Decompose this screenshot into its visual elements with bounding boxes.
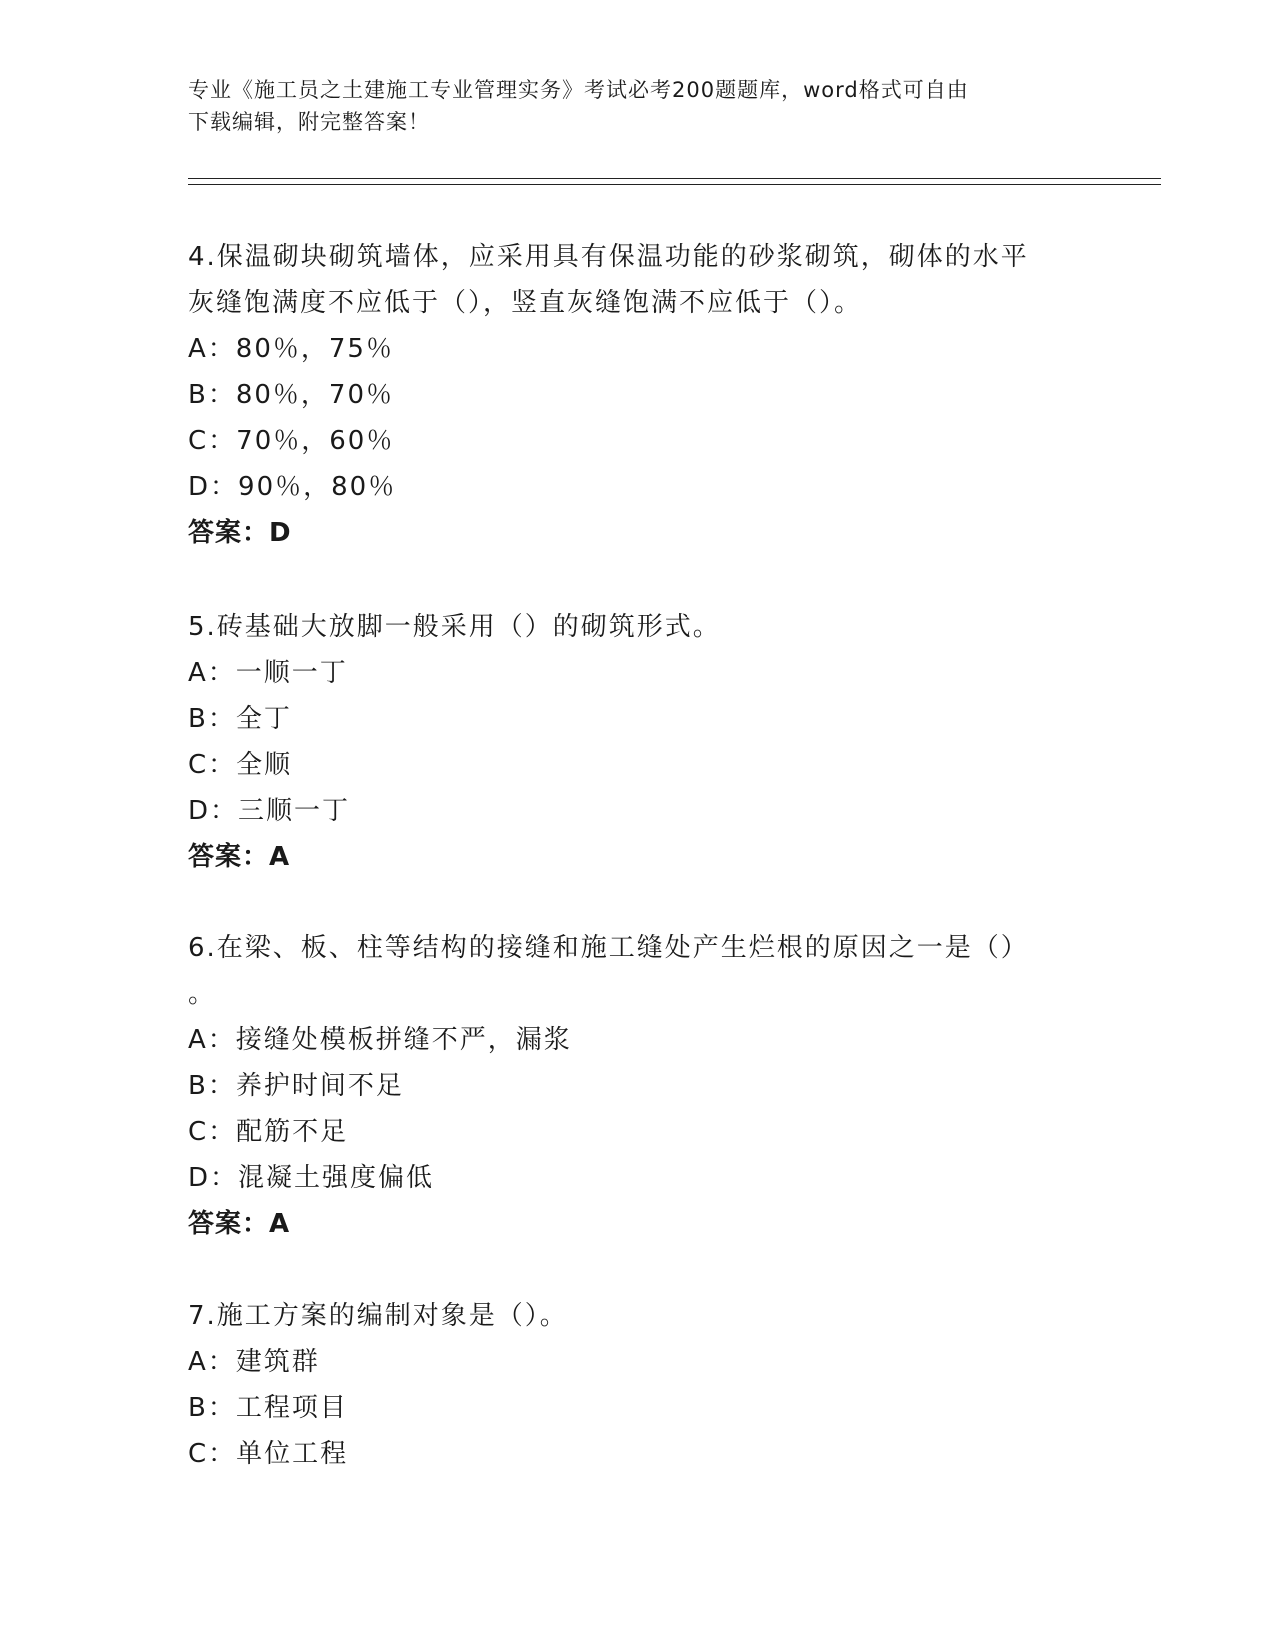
option-c: C：配筋不足	[188, 1117, 349, 1147]
header-line-1: 专业《施工员之土建施工专业管理实务》考试必考200题题库，word格式可自由	[188, 78, 969, 102]
question-6	[188, 925, 1088, 1247]
question-7	[188, 1293, 1088, 1477]
option-a: A：建筑群	[188, 1347, 320, 1377]
option-d: D：三顺一丁	[188, 796, 351, 826]
question-5	[188, 604, 1088, 880]
option-a: A：接缝处模板拼缝不严，漏浆	[188, 1025, 572, 1055]
question-stem-line: 。	[188, 979, 217, 1009]
option-b: B：工程项目	[188, 1393, 348, 1423]
document-header	[188, 74, 1088, 138]
option-b: B：养护时间不足	[188, 1071, 404, 1101]
option-a: A：80％，75％	[188, 334, 394, 364]
option-d: D：90％，80％	[188, 472, 397, 502]
option-c: C：70％，60％	[188, 426, 395, 456]
header-rule-top	[188, 178, 1161, 179]
option-c: C：单位工程	[188, 1439, 349, 1469]
header-line-2: 下载编辑，附完整答案！	[188, 110, 430, 134]
answer-label: 答案：A	[188, 842, 291, 872]
question-stem-line: 7.施工方案的编制对象是（）。	[188, 1301, 568, 1331]
option-c: C：全顺	[188, 750, 293, 780]
question-4	[188, 234, 1088, 556]
option-d: D：混凝土强度偏低	[188, 1163, 435, 1193]
answer-label: 答案：D	[188, 518, 292, 548]
question-stem-line: 4.保温砌块砌筑墙体，应采用具有保温功能的砂浆砌筑，砌体的水平	[188, 242, 1029, 272]
option-b: B：80％，70％	[188, 380, 395, 410]
question-stem-line: 灰缝饱满度不应低于（），竖直灰缝饱满不应低于（）。	[188, 288, 863, 318]
question-stem-line: 6.在梁、板、柱等结构的接缝和施工缝处产生烂根的原因之一是（）	[188, 933, 1029, 963]
question-stem-line: 5.砖基础大放脚一般采用（）的砌筑形式。	[188, 612, 721, 642]
option-a: A：一顺一丁	[188, 658, 348, 688]
header-rule-bottom	[188, 184, 1161, 185]
answer-label: 答案：A	[188, 1209, 291, 1239]
option-b: B：全丁	[188, 704, 292, 734]
